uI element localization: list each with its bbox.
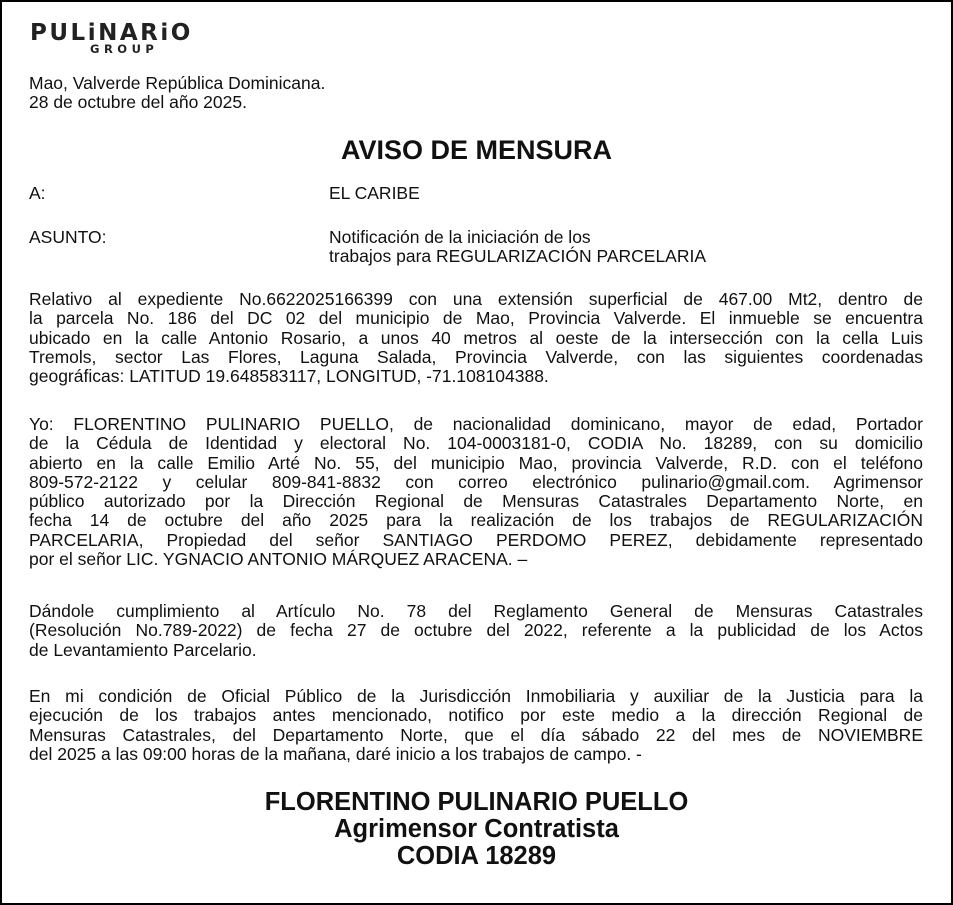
logo-main-text: PULiNARiO bbox=[30, 20, 193, 46]
place-and-date bbox=[29, 74, 325, 112]
signature-role: Agrimensor Contratista bbox=[334, 815, 619, 843]
paragraph-line: del 2025 a las 09:00 horas de la mañana, daré inicio a los trabajos de campo. - bbox=[29, 743, 642, 764]
paragraph-line: fecha 14 de octubre del año 2025 para la realización de los trabajos de REGULARIZACIÓN bbox=[29, 510, 923, 531]
subject-line: Notificación de la iniciación de los bbox=[329, 227, 591, 247]
place-line: Mao, Valverde República Dominicana. bbox=[29, 73, 326, 93]
signature-block bbox=[2, 789, 951, 870]
paragraph-line: de la Cédula de Identidad y electoral No. 104-0003181-0, CODIA No. 18289, con su domicilio bbox=[29, 433, 923, 454]
addressee-label: A: bbox=[29, 183, 46, 203]
logo-sub-text: GROUP bbox=[90, 42, 159, 56]
paragraph-notification bbox=[29, 687, 923, 764]
signature-name: FLORENTINO PULINARIO PUELLO bbox=[264, 788, 689, 816]
signature-codia: CODIA 18289 bbox=[396, 842, 557, 870]
paragraph-line: ejecución de los trabajos antes mencionado, notifico por este medio a la dirección Regional de bbox=[29, 705, 923, 726]
paragraph-line: geográficas: LATITUD 19.648583117, LONGITUD, -71.108104388. bbox=[29, 366, 549, 387]
paragraph-line: 809-572-2122 y celular 809-841-8832 con correo electrónico pulinario@gmail.com. Agrimensor bbox=[29, 471, 923, 492]
paragraph-line: Mensuras Catastrales, del Departamento Norte, que el día sábado 22 del mes de NOVIEMBRE bbox=[29, 724, 923, 745]
paragraph-line: público autorizado por la Dirección Regional de Mensuras Catastrales Departamento Norte, en bbox=[29, 491, 923, 512]
paragraph-line: Tremols, sector Las Flores, Laguna Salada, Provincia Valverde, con las siguientes coordenadas bbox=[29, 346, 923, 367]
notice-title: AVISO DE MENSURA bbox=[340, 135, 613, 165]
paragraph-line: por el señor LIC. YGNACIO ANTONIO MÁRQUEZ ARACENA. – bbox=[29, 549, 528, 570]
pulinario-group-logo bbox=[30, 20, 270, 60]
date-line: 28 de octubre del año 2025. bbox=[29, 92, 247, 112]
paragraph-line: Yo: FLORENTINO PULINARIO PUELLO, de nacionalidad dominicano, mayor de edad, Portador bbox=[29, 414, 923, 434]
paragraph-line: Dándole cumplimiento al Artículo No. 78 del Reglamento General de Mensuras Catastrales bbox=[29, 601, 923, 621]
paragraph-line: PARCELARIA, Propiedad del señor SANTIAGO PERDOMO PEREZ, debidamente representado bbox=[29, 529, 923, 550]
paragraph-line: ubicado en la calle Antonio Rosario, a unos 40 metros al oeste de la intersección con la cella Luis bbox=[29, 327, 923, 348]
paragraph-surveyor bbox=[29, 415, 923, 569]
paragraph-property bbox=[29, 290, 923, 386]
paragraph-line: la parcela No. 186 del DC 02 del municipio de Mao, Provincia Valverde. El inmueble se encuentra bbox=[29, 308, 923, 329]
subject-value bbox=[329, 228, 706, 266]
paragraph-line: Relativo al expediente No.6622025166399 con una extensión superficial de 467.00 Mt2, dentro de bbox=[29, 289, 923, 309]
paragraph-regulation bbox=[29, 602, 923, 660]
paragraph-line: (Resolución No.789-2022) de fecha 27 de octubre del 2022, referente a la publicidad de los Actos bbox=[29, 620, 923, 641]
paragraph-line: abierto en la calle Emilio Arté No. 55, del municipio Mao, provincia Valverde, R.D. con el teléfono bbox=[29, 452, 923, 473]
addressee-value: EL CARIBE bbox=[329, 183, 420, 203]
subject-label: ASUNTO: bbox=[29, 227, 107, 247]
paragraph-line: En mi condición de Oficial Público de la Jurisdicción Inmobiliaria y auxiliar de la Justicia para la bbox=[29, 686, 923, 706]
subject-line: trabajos para REGULARIZACIÓN PARCELARIA bbox=[329, 246, 707, 266]
paragraph-line: de Levantamiento Parcelario. bbox=[29, 639, 257, 660]
